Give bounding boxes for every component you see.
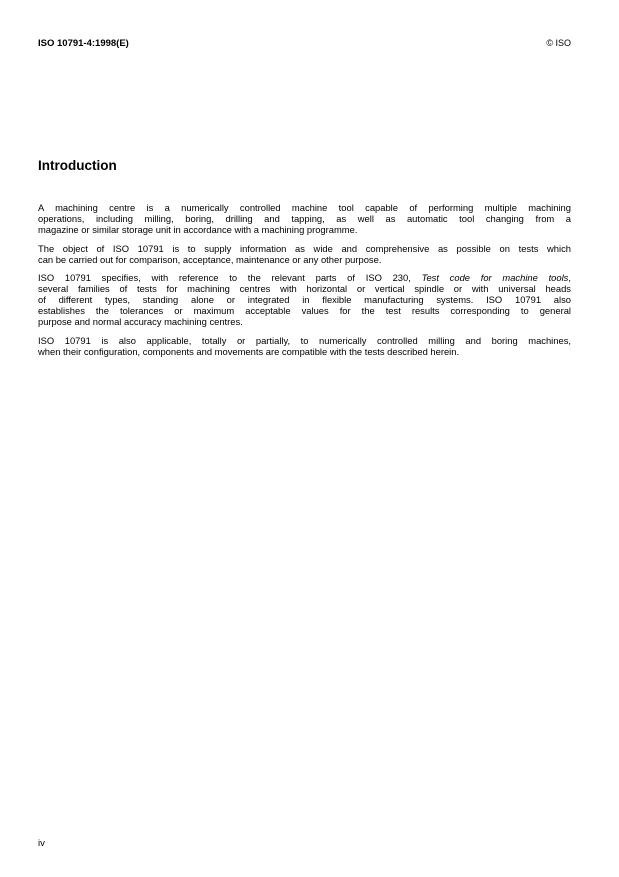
text-line [38, 272, 571, 283]
text-line: ISO 10791 is also applicable, totally or partially, to numerically controlled milling and boring machines, [38, 334, 571, 346]
document-id: ISO 10791-4:1998(E) [38, 38, 129, 49]
text-line: several families of tests for machining centres with horizontal or vertical spindle or with universal heads [38, 283, 571, 294]
text-line: establishes the tolerances or maximum acceptable values for the test results corresponding to general [38, 305, 571, 316]
text-line: when their configuration, components and movements are compatible with the tests described herein. [38, 345, 460, 357]
text-line: The object of ISO 10791 is to supply information as wide and comprehensive as possible on tests which [38, 242, 571, 254]
text-line: purpose and normal accuracy machining centres. [38, 316, 243, 327]
text-segment: , [568, 272, 571, 283]
text-line: of different types, standing alone or integrated in flexible manufacturing systems. ISO 10791 also [38, 294, 571, 305]
section-title: Introduction [38, 158, 117, 173]
paragraph-3 [38, 272, 571, 327]
paragraph-2 [38, 243, 571, 265]
page-number: iv [38, 838, 45, 849]
paragraph-4 [38, 335, 571, 357]
text-line: magazine or similar storage unit in accordance with a machining programme. [38, 224, 358, 235]
text-line: can be carried out for comparison, acceptance, maintenance or any other purpose. [38, 253, 382, 265]
text-line: operations, including milling, boring, drilling and tapping, as well as automatic tool changing from a [38, 213, 571, 224]
paragraph-1 [38, 202, 571, 235]
text-segment: ISO 10791 specifies, with reference to the relevant parts of ISO 230, [38, 272, 411, 283]
text-line: A machining centre is a numerically controlled machine tool capable of performing multiple machining [38, 202, 571, 213]
copyright-notice: © ISO [546, 38, 571, 48]
body-text [38, 202, 571, 364]
cited-title: Test code for machine tools [421, 272, 569, 283]
